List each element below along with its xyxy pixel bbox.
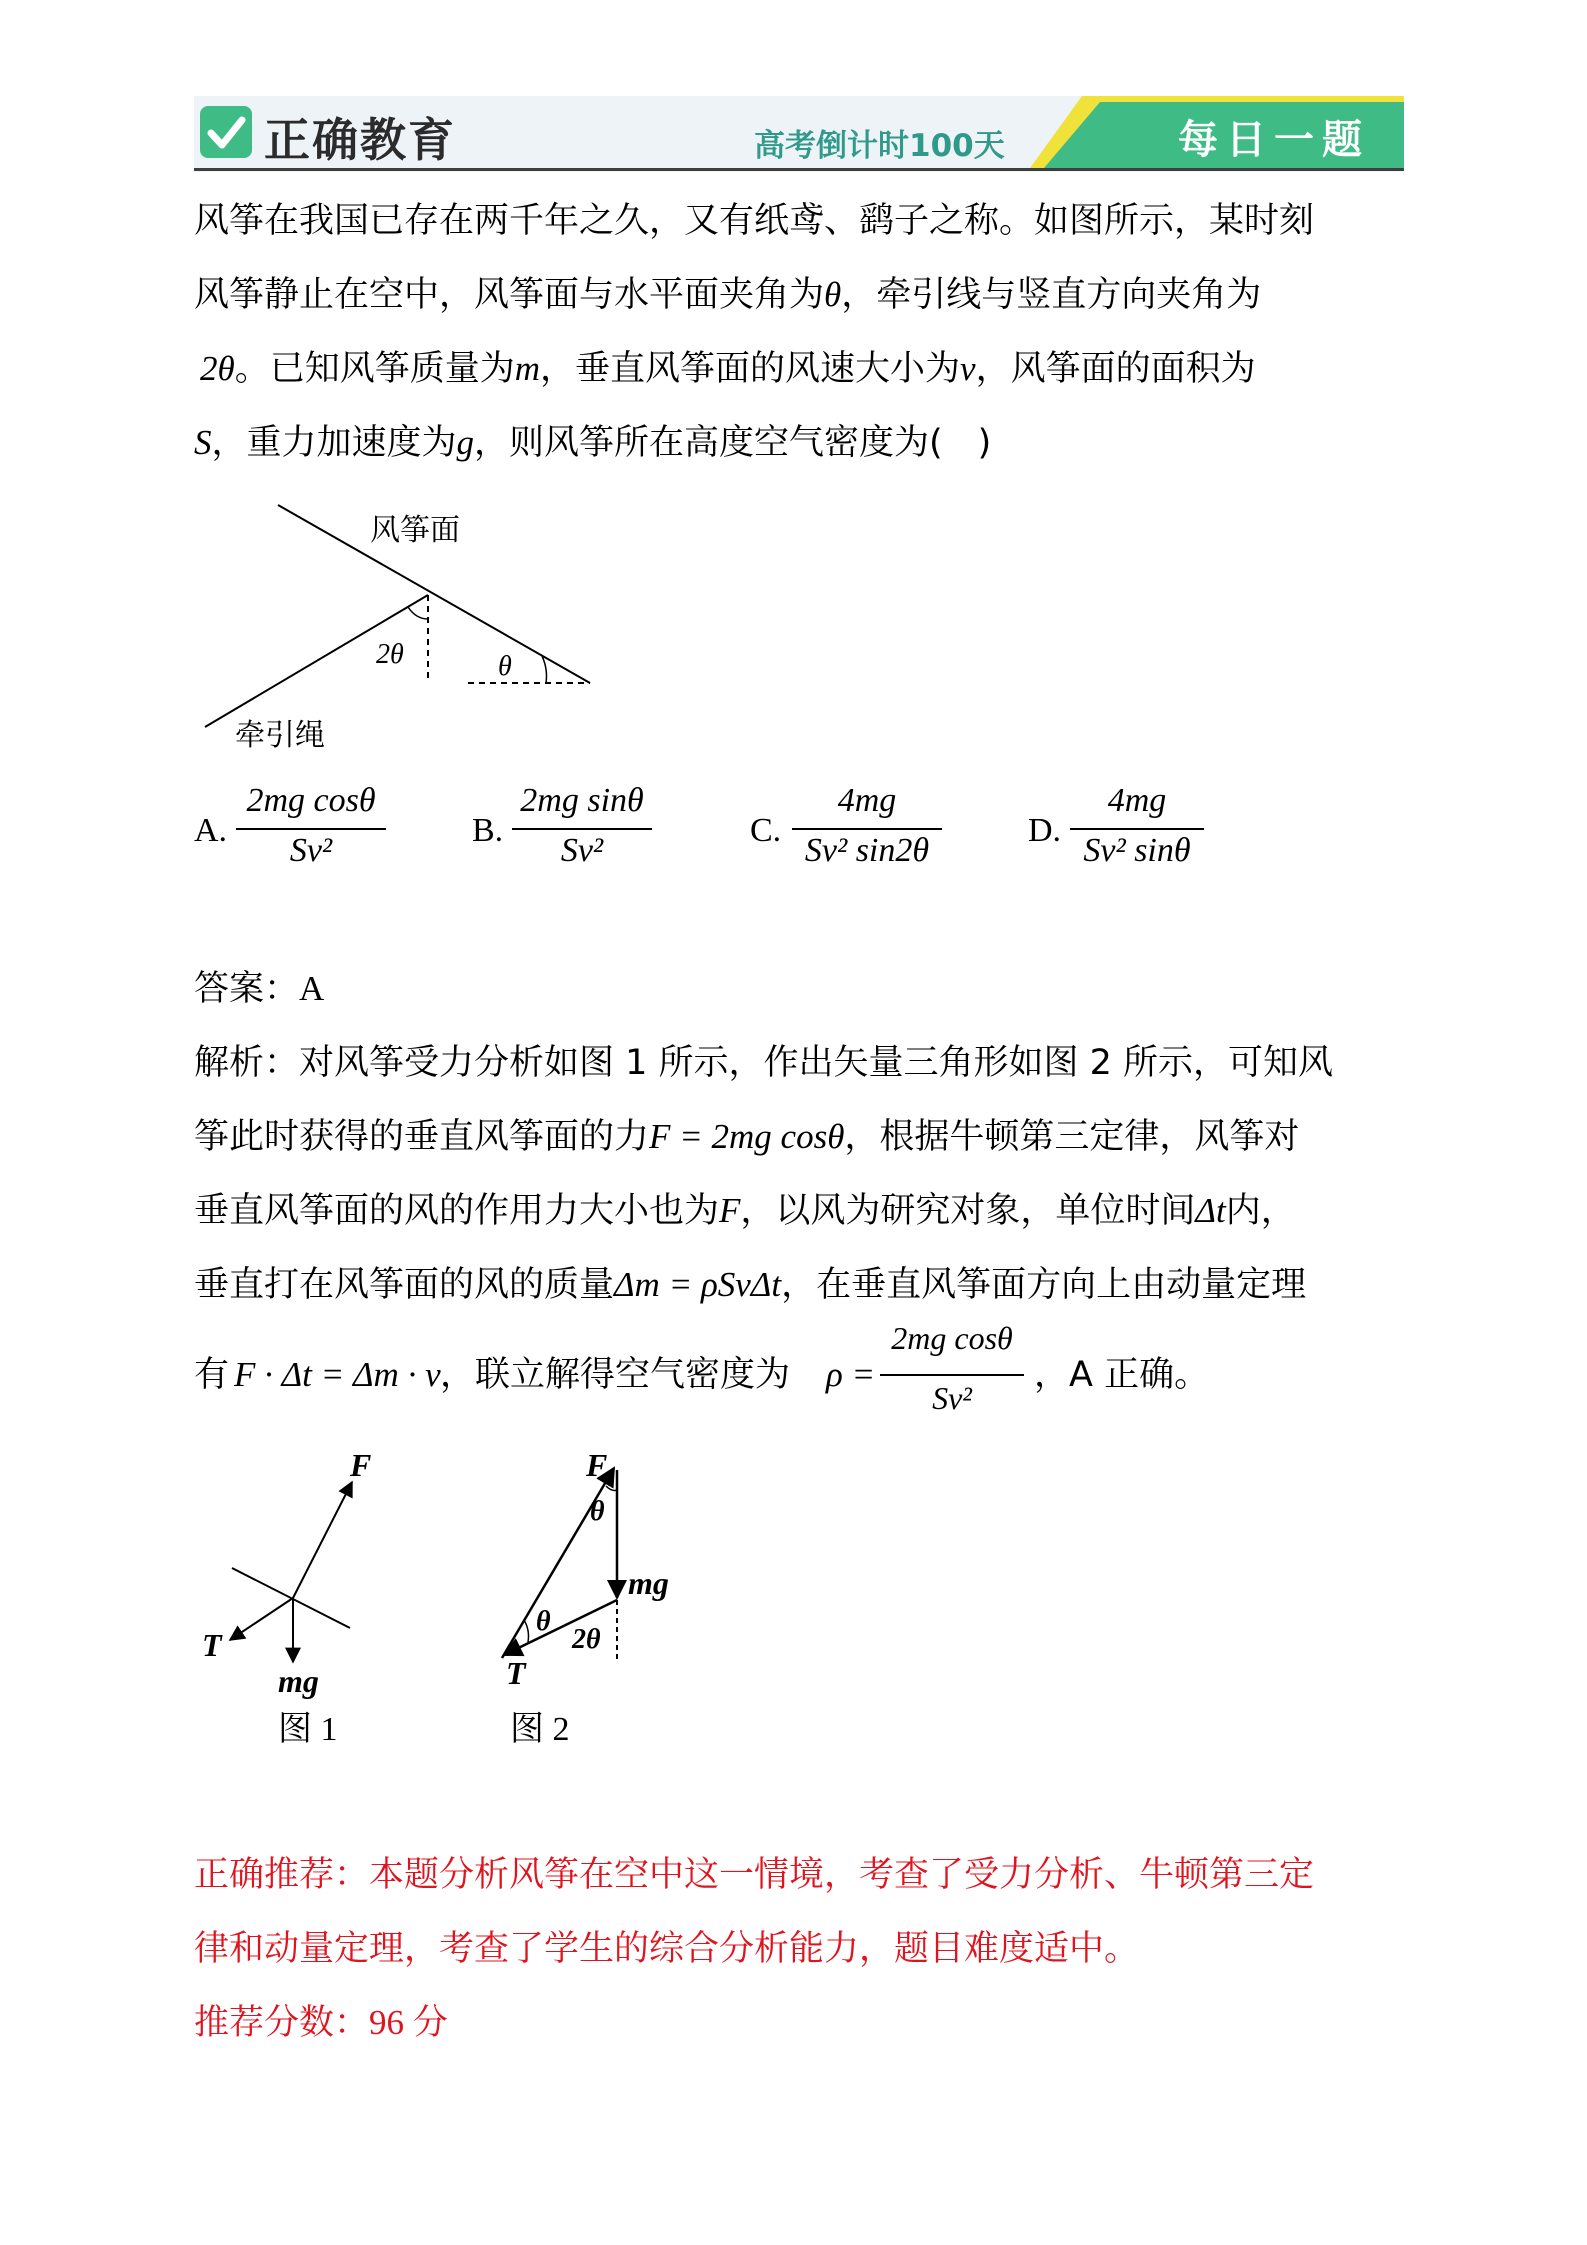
text-span: 筝此时获得的垂直风筝面的力 [194,1117,650,1157]
force-T-arrow [230,1598,293,1640]
option-numerator: 4mg [837,782,897,819]
banner-title: 每日一题 [1178,117,1370,163]
fraction-bar [512,828,652,830]
exam-countdown: 高考倒计时100天 [754,128,1005,164]
formula-mass: Δm = ρSvΔt [614,1265,782,1304]
text-span: 风筝静止在空中，风筝面与水平面夹角为 [194,275,825,315]
text-span: ，以风为研究对象，单位时间 [740,1191,1196,1231]
option-numerator: 2mg sinθ [520,782,644,819]
answer-line [194,952,324,1026]
analysis-text [194,1026,1409,1322]
option-denominator: Sv² sinθ [1083,832,1191,869]
text-span: 有 [194,1355,230,1395]
kite-surface-label: 风筝面 [370,514,460,547]
symbol-g: g [456,423,475,462]
text-span: 内， [1225,1191,1296,1231]
option-letter: A. [194,812,228,849]
answer-label: 答案： [194,969,300,1009]
option-numerator: 2mg cosθ [246,782,376,819]
fraction-denominator: Sv² [932,1380,972,1416]
text-span: ，A 正确。 [1034,1355,1210,1395]
text-span: 对风筝受力分析如图 1 所示，作出矢量三角形如图 2 所示，可知风 [299,1043,1334,1083]
question-line [194,332,1409,406]
fraction-bar [1070,828,1204,830]
force-diagram-2 [480,1440,710,1770]
formula-force: F = 2mg cosθ [649,1117,845,1156]
header-divider [194,168,1404,171]
fraction-numerator: 2mg cosθ [891,1320,1013,1356]
angle-arc-2theta [408,607,428,619]
question-line [194,406,1409,480]
question-line-1: 风筝在我国已存在两千年之久，又有纸鸢、鹞子之称。如图所示，某时刻 [194,201,1315,241]
question-text [194,184,1409,480]
surface-line [232,1568,350,1628]
label-2theta: 2θ [572,1624,601,1655]
angle-arc-top [606,1486,617,1491]
angle-arc-theta [542,656,547,683]
text-span: ，则风筝所在高度空气密度为( ) [474,423,992,463]
text-span: ，联立解得空气密度为 [440,1355,791,1395]
recommendation-line: 正确推荐：本题分析风筝在空中这一情境，考查了受力分析、牛顿第三定 [194,1855,1315,1895]
text-span: ，牵引线与竖直方向夹角为 [841,275,1262,315]
text-span: 垂直打在风筝面的风的质量 [194,1265,615,1305]
symbol-theta: θ [824,275,842,314]
label-T: T [202,1627,222,1663]
label-F: F [350,1447,372,1483]
text-span: ，垂直风筝面的风速大小为 [540,349,961,389]
symbol-v: v [960,349,976,388]
symbol-F: F [719,1191,741,1230]
text-span: ，在垂直风筝面方向上由动量定理 [781,1265,1307,1305]
text-span: 垂直风筝面的风的作用力大小也为 [194,1191,720,1231]
force-F-arrow [293,1482,352,1598]
figure-caption: 图 1 [278,1711,338,1748]
option-denominator: Sv² sin2θ [804,832,930,869]
angle-theta-label: θ [498,651,512,682]
label-T: T [506,1655,526,1691]
analysis-line [194,1026,1409,1100]
angle-2theta-label: 2θ [376,639,404,670]
symbol-rho: ρ = [826,1355,876,1394]
label-theta-top: θ [590,1496,605,1527]
page-header [194,96,1404,172]
answer-value: A [299,969,325,1008]
label-F: F [586,1447,608,1483]
analysis-line [194,1100,1409,1174]
checkmark-icon [200,106,252,158]
brand-logo-text: 正确教育 [264,113,456,167]
option-letter: C. [750,812,782,849]
fraction-bar [792,828,942,830]
label-mg: mg [628,1565,669,1601]
kite-diagram [190,495,610,765]
analysis-line [194,1174,1409,1248]
text-span: 。已知风筝质量为 [234,349,515,389]
force-diagram-1 [190,1440,380,1770]
analysis-last-line [194,1320,1409,1418]
symbol-S: S [194,423,212,462]
recommendation-text [194,1838,1409,2060]
text-span: ，风筝面的面积为 [975,349,1256,389]
option-letter: D. [1028,812,1062,849]
option-denominator: Sv² [289,832,333,869]
figure-caption: 图 2 [510,1711,570,1748]
formula-momentum: F · Δt = Δm · v [234,1355,441,1394]
question-line [194,184,1409,258]
angle-arc-bottom [524,1620,529,1642]
fraction-bar [236,828,386,830]
option-denominator: Sv² [560,832,604,869]
score-label: 推荐分数： [194,2003,370,2043]
label-theta-bottom: θ [536,1606,551,1637]
symbol-delta-t: Δt [1195,1191,1226,1230]
option-letter: B. [472,812,504,849]
option-numerator: 4mg [1107,782,1167,819]
answer-options [194,782,1409,892]
recommendation-line: 律和动量定理，考查了学生的综合分析能力，题目难度适中。 [194,1929,1140,1969]
recommendation-score [194,1986,1409,2060]
symbol-m: m [514,349,540,388]
score-value: 96 分 [369,2003,448,2042]
symbol-2theta: 2θ [200,349,235,388]
question-line [194,258,1409,332]
text-span: ，根据牛顿第三定律，风筝对 [844,1117,1300,1157]
text-span: ，重力加速度为 [211,423,457,463]
analysis-line [194,1248,1409,1322]
analysis-label: 解析： [194,1043,300,1083]
tow-rope-label: 牵引绳 [235,719,325,752]
label-mg: mg [278,1663,319,1699]
